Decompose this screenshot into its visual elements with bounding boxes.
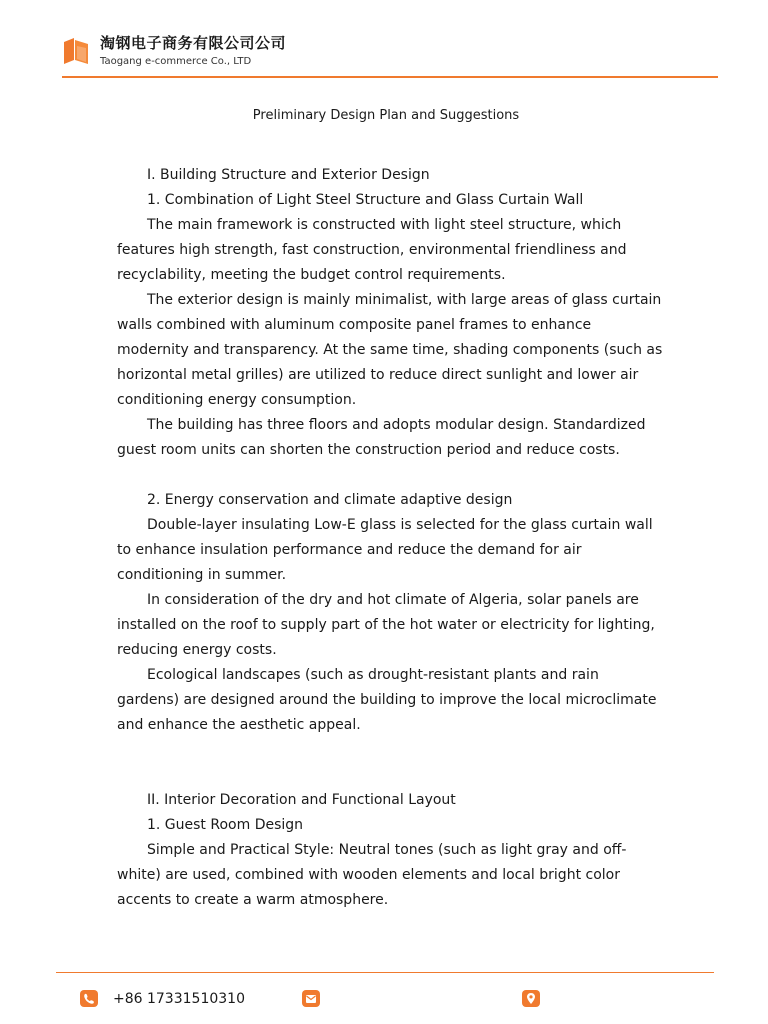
paragraph: Simple and Practical Style: Neutral tones (such as light gray and off-white) are used, combined with wooden elements and local bright color accents to create a warm atmosphere. — [117, 842, 627, 908]
letterhead — [62, 30, 722, 72]
company-name-cn: 淘钢电子商务有限公司公司 — [100, 34, 287, 52]
section-heading: II. Interior Decoration and Functional Layout — [147, 792, 456, 808]
phone-icon — [80, 990, 98, 1007]
subsection-heading: 2. Energy conservation and climate adaptive design — [147, 492, 513, 508]
phone-number: +86 17331510310 — [113, 991, 245, 1007]
spacer — [117, 738, 665, 788]
subsection-heading: 1. Combination of Light Steel Structure and Glass Curtain Wall — [147, 192, 584, 208]
spacer — [117, 463, 665, 488]
paragraph: The building has three floors and adopts modular design. Standardized guest room units can shorten the construction period and reduce costs. — [117, 417, 646, 458]
paragraph: Ecological landscapes (such as drought-resistant plants and rain gardens) are designed around the building to improve the local microclimate and enhance the aesthetic appeal. — [117, 667, 657, 733]
paragraph: The exterior design is mainly minimalist, with large areas of glass curtain walls combined with aluminum composite panel frames to enhance modernity and transparency. At the same time, shading components (such as horizontal metal grilles) are utilized to reduce direct sunlight and lower air conditioning energy consumption. — [117, 292, 663, 408]
section-heading: I. Building Structure and Exterior Design — [147, 167, 430, 183]
paragraph: The main framework is constructed with light steel structure, which features high strength, fast construction, environmental friendliness and recyclability, meeting the budget control requirements. — [117, 217, 627, 283]
document-title: Preliminary Design Plan and Suggestions — [252, 108, 520, 123]
header-divider — [62, 76, 718, 78]
footer — [80, 989, 560, 1009]
paragraph: In consideration of the dry and hot climate of Algeria, solar panels are installed on the roof to supply part of the hot water or electricity for lighting, reducing energy costs. — [117, 592, 655, 658]
document-body — [117, 103, 665, 913]
location-pin-icon — [522, 990, 540, 1007]
subsection-heading: 1. Guest Room Design — [147, 817, 304, 833]
company-name-en: Taogang e-commerce Co., LTD — [100, 56, 252, 67]
mail-icon — [302, 990, 320, 1007]
paragraph: Double-layer insulating Low-E glass is selected for the glass curtain wall to enhance insulation performance and reduce the demand for air conditioning in summer. — [117, 517, 653, 583]
company-logo-icon — [62, 36, 90, 66]
footer-divider — [56, 972, 714, 973]
